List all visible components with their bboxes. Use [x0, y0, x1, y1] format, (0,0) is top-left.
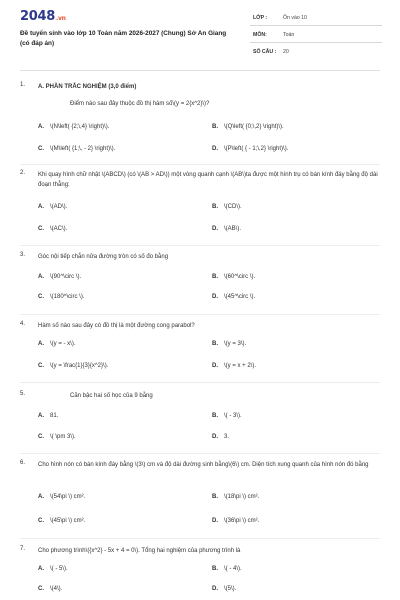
question-number: 6.: [20, 460, 26, 466]
option-letter: B.: [212, 204, 218, 210]
option-text: \(AB\).: [224, 226, 242, 232]
question-number: 1.: [20, 82, 26, 88]
option-letter: A.: [38, 413, 44, 419]
meta-row-subject: [250, 29, 382, 43]
option-text: \(54\pi \) cm².: [50, 494, 86, 500]
meta-row-count: [250, 46, 382, 60]
option-text: \(N\left( {2;\,4} \right)\).: [50, 124, 110, 130]
question-separator: [20, 245, 380, 246]
question-2: [20, 170, 385, 246]
question-7: [20, 546, 385, 600]
question-text: Điểm nào sau đây thuộc đồ thị hàm số\(y = 2{x^2}\)?: [70, 101, 210, 107]
meta-label: SỐ CÂU :: [253, 49, 277, 55]
question-text: Cho phương trình\({x^2} - 5x + 4 = 0\). Tổng hai nghiệm của phương trình là: [38, 548, 241, 554]
option-a[interactable]: [38, 274, 81, 280]
option-text: \(60^\circ \).: [224, 274, 256, 280]
question-3: [20, 252, 385, 312]
option-c[interactable]: [38, 294, 85, 300]
option-letter: D.: [212, 294, 218, 300]
option-letter: C.: [38, 518, 44, 524]
option-text: \(90^\circ \).: [50, 274, 82, 280]
page-header: [0, 0, 400, 62]
option-text: \(M\left( {1;\, - 2} \right)\).: [50, 146, 116, 152]
option-text: \(180^\circ \).: [50, 294, 85, 300]
option-letter: C.: [38, 363, 44, 369]
option-text: \( - 4\).: [224, 566, 242, 572]
question-number: 7.: [20, 546, 26, 552]
option-d[interactable]: [212, 146, 288, 152]
exam-title: Đề tuyển sinh vào lớp 10 Toán năm 2026-2027 (Chung) Sở An Giang (có đáp án): [20, 30, 227, 47]
option-letter: D.: [212, 434, 218, 440]
option-d[interactable]: [212, 518, 259, 524]
option-d[interactable]: [212, 434, 229, 440]
option-text: \(4\).: [50, 586, 63, 592]
option-letter: D.: [212, 518, 218, 524]
option-letter: B.: [212, 566, 218, 572]
option-letter: C.: [38, 434, 44, 440]
option-text: \(y = x + 2\).: [224, 363, 257, 369]
option-letter: B.: [212, 494, 218, 500]
option-letter: A.: [38, 566, 44, 572]
option-text: \(45^\circ \).: [224, 294, 256, 300]
option-text: \(y = \frac{1}{3}{x^2}\).: [50, 363, 109, 369]
logo-text: 2048: [20, 9, 55, 24]
option-letter: A.: [38, 124, 44, 130]
question-number: 3.: [20, 252, 26, 258]
question-text: Cho hình nón có bán kính đáy bằng \(3\) cm và độ dài đường sinh bằng\(6\) cm. Diện tích xung quanh của hình nón đó bằng: [38, 462, 369, 468]
option-a[interactable]: [38, 566, 68, 572]
option-text: \(18\pi \) cm².: [224, 494, 260, 500]
option-letter: C.: [38, 586, 44, 592]
option-letter: D.: [212, 363, 218, 369]
option-b[interactable]: [212, 124, 284, 130]
question-separator: [20, 382, 380, 383]
question-6: [20, 460, 385, 536]
meta-label: MÔN:: [253, 32, 267, 38]
option-letter: D.: [212, 226, 218, 232]
question-text: Hàm số nào sau đây có đồ thị là một đường cong parabol?: [38, 323, 195, 329]
option-b[interactable]: [212, 494, 259, 500]
logo-suffix: .vn: [55, 15, 66, 22]
option-a[interactable]: [38, 204, 67, 210]
option-a[interactable]: [38, 413, 58, 419]
option-c[interactable]: [38, 586, 62, 592]
option-letter: C.: [38, 146, 44, 152]
option-text: \(36\pi \) cm².: [224, 518, 260, 524]
option-b[interactable]: [212, 566, 242, 572]
option-d[interactable]: [212, 294, 255, 300]
meta-row-class: [250, 12, 382, 26]
option-a[interactable]: [38, 124, 109, 130]
option-c[interactable]: [38, 146, 115, 152]
question-separator: [20, 314, 380, 315]
option-text: \(y = - x\).: [50, 341, 76, 347]
option-b[interactable]: [212, 341, 246, 347]
option-d[interactable]: [212, 226, 241, 232]
option-letter: B.: [212, 274, 218, 280]
option-text: \( - 3\).: [224, 413, 242, 419]
option-d[interactable]: [212, 586, 236, 592]
option-b[interactable]: [212, 413, 242, 419]
site-logo[interactable]: [20, 9, 66, 24]
option-letter: A.: [38, 274, 44, 280]
question-1: [20, 82, 385, 162]
option-text: \(AD\).: [50, 204, 68, 210]
question-text: Căn bậc hai số học của 9 bằng: [70, 393, 153, 399]
option-text: \( \pm 3\).: [50, 434, 76, 440]
question-separator: [20, 164, 380, 165]
option-letter: B.: [212, 341, 218, 347]
question-number: 2.: [20, 170, 26, 176]
option-text: \(P\left( { - 1;\,2} \right)\).: [224, 146, 289, 152]
option-text: 81.: [50, 413, 59, 419]
option-text: \( - 5\).: [50, 566, 68, 572]
option-c[interactable]: [38, 434, 76, 440]
meta-value: 20: [283, 49, 289, 55]
meta-label: LỚP :: [253, 15, 268, 21]
option-text: \(AC\).: [50, 226, 68, 232]
question-text: Góc nội tiếp chắn nửa đường tròn có số đo bằng: [38, 254, 169, 260]
question-separator: [20, 538, 380, 539]
option-text: \(CD\).: [224, 204, 242, 210]
option-letter: C.: [38, 294, 44, 300]
option-a[interactable]: [38, 341, 76, 347]
option-c[interactable]: [38, 226, 67, 232]
meta-value: Toán: [283, 32, 295, 38]
question-5: [20, 391, 385, 451]
option-text: 3.: [224, 434, 230, 440]
option-letter: A.: [38, 204, 44, 210]
section-heading: A. PHẦN TRẮC NGHIỆM (3,0 điểm): [38, 84, 137, 90]
option-text: \(5\).: [224, 586, 237, 592]
question-separator: [20, 453, 380, 454]
option-letter: B.: [212, 124, 218, 130]
option-b[interactable]: [212, 204, 242, 210]
option-letter: C.: [38, 226, 44, 232]
option-text: \(Q\left( {0;\,2} \right)\).: [224, 124, 284, 130]
question-text: Khi quay hình chữ nhật \(ABCD\) (có \(AB > AD\)) một vòng quanh cạnh \(AB\)ta được một hình trụ có bán kính đáy bằng độ dài đoạn thẳng:: [38, 172, 378, 188]
option-text: \(45\pi \) cm².: [50, 518, 86, 524]
option-letter: B.: [212, 413, 218, 419]
option-c[interactable]: [38, 518, 85, 524]
option-c[interactable]: [38, 363, 108, 369]
exam-meta: [250, 12, 382, 63]
option-d[interactable]: [212, 363, 256, 369]
option-letter: A.: [38, 341, 44, 347]
question-number: 4.: [20, 321, 26, 327]
option-letter: D.: [212, 146, 218, 152]
meta-value: Ôn vào 10: [283, 15, 307, 21]
option-letter: D.: [212, 586, 218, 592]
option-a[interactable]: [38, 494, 85, 500]
option-letter: A.: [38, 494, 44, 500]
question-number: 5.: [20, 391, 26, 397]
option-text: \(y = 3\).: [224, 341, 247, 347]
header-divider: [20, 70, 380, 71]
question-4: [20, 321, 385, 381]
option-b[interactable]: [212, 274, 255, 280]
